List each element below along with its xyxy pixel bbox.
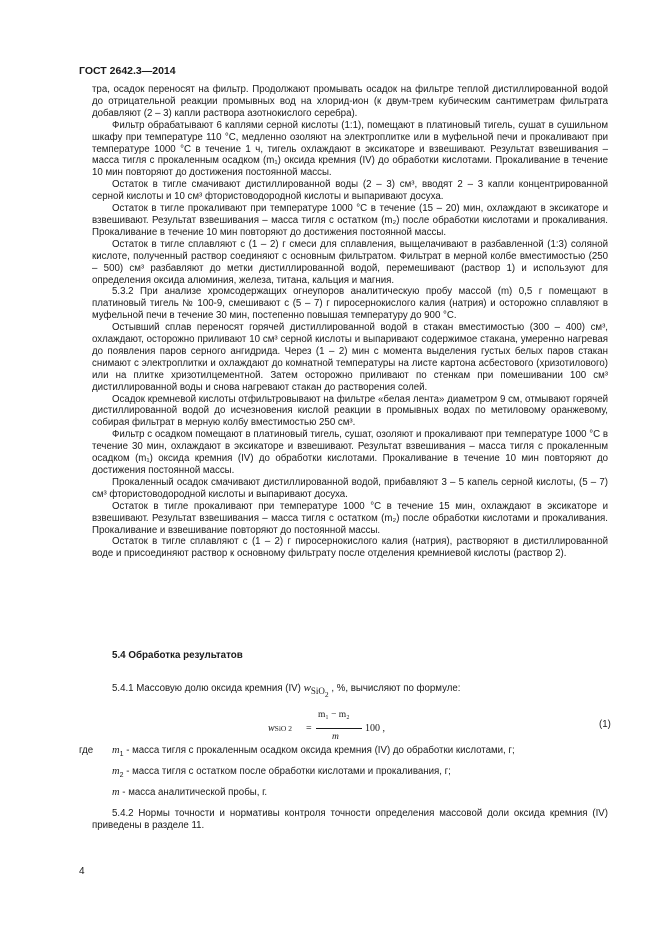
def-text: - масса тигля с остатком после обработки кислотами и прокаливания, г; <box>123 766 451 777</box>
body-paragraph: тра, осадок переносят на фильтр. Продолжают промывать осадок на фильтре теплой дистиллированной водой до отрицательной реакции промывных вод на хлорид-ион (к двум-трем кубическим сантиметрам фильтрата добавляют (2 – 3) капли раствора азотнокислого серебра). <box>92 84 608 119</box>
body-paragraph: Фильтр с осадком помещают в платиновый тигель, сушат, озоляют и прокаливают при температуре 1000 °C в течение 30 мин, охлаждают в эксикаторе и взвешивают. Результат взвешивания – масса тигля с прокаленным осадком (m₁) оксида кремния (IV) до обработки кислотами. Прокаливание в течение 10 мин повторяют до достижения постоянной массы. <box>92 429 608 476</box>
where-label: где <box>79 745 94 756</box>
formula-lhs-subscript: SiO 2 <box>274 724 292 733</box>
paragraph-5-4-1-tail: , %, вычисляют по формуле: <box>328 683 461 694</box>
body-paragraph: Остаток в тигле сплавляют с (1 – 2) г смеси для сплавления, выщелачивают в разбавленной (1:3) соляной кислоте, полученный раствор соединяют с основным фильтратом. Фильтрат в мерной колбе вместимостью (250 – 500) см³ разбавляют до метки дистиллированной водой, перемешивают (раствор 1) и используют для определения оксида алюминия, железа, титана, кальция и магния. <box>92 238 608 286</box>
body-paragraph: Остаток в тигле смачивают дистиллированной воды (2 – 3) см³, вводят 2 – 3 капли концентрированной серной кислоты и 10 см³ фтористоводородной кислоты и выпаривают досуха. <box>92 179 608 203</box>
formula-equals: = <box>306 723 312 734</box>
body-text <box>92 84 608 560</box>
body-paragraph: Фильтр обрабатывают 6 каплями серной кислоты (1:1), помещают в платиновый тигель, сушат в сушильном шкафу при температуре 110 °C, медленно озоляют на электроплитке или в муфельной печи и прокаливают при температуре 1000 °C в течение 1 ч, тигель охлаждают в эксикаторе и взвешивают. Результат взвешивания – масса тигля с прокаленным осадком (m₁) оксида кремния (IV) до обработки кислотами. Прокаливание в течение 10 мин повторяют до достижения постоянной массы. <box>92 119 608 179</box>
mass-fraction-subscript <box>310 685 329 699</box>
def-symbol: m <box>112 745 120 756</box>
body-paragraph: Остаток в тигле сплавляют с (1 – 2) г пиросернокислого калия (натрия), растворяют в дистиллированной воде и присоединяют раствор к основному фильтрату после отделения кремниевой кислоты (раствор 2). <box>92 536 608 560</box>
section-title: 5.4 Обработка результатов <box>112 650 243 661</box>
formula-denominator: m <box>332 732 339 742</box>
formula-lhs-symbol: w <box>268 723 275 734</box>
formula-lhs <box>268 723 292 734</box>
paragraph-5-4-1 <box>112 682 460 699</box>
equation-number: (1) <box>599 719 611 730</box>
mass-fraction-symbol: w <box>303 682 311 694</box>
formula-numerator: m₁ − m₂ <box>318 710 350 720</box>
definition-m2 <box>112 766 451 779</box>
body-paragraph: Осадок кремневой кислоты отфильтровывают на фильтре «белая лента» диаметром 9 см, отмывают горячей дистиллированной водой до исчезновения кислой реакции в промывных водах по метиловому оранжевому, собирая фильтрат в мерную колбу вместимостью 250 см³. <box>92 393 608 429</box>
body-paragraph: Остаток в тигле прокаливают при температуре 1000 °C в течение 15 мин, охлаждают в эксикаторе и взвешивают. Результат взвешивания – масса тигля с остатком (m₂) после обработки кислотами и прокаливания. Прокаливание и взвешивание повторяют до постоянной массы. <box>92 500 608 536</box>
page-number: 4 <box>79 866 85 877</box>
body-paragraph: Остаток в тигле прокаливают при температуре 1000 °C в течение (15 – 20) мин, охлаждают в эксикаторе и взвешивают. Результат взвешивания – масса тигля с остатком (m₂) после обработки кислотами и прокаливания. Прокаливание в течение 10 мин повторяют до достижения постоянной массы. <box>92 203 608 238</box>
fraction-bar <box>316 728 362 729</box>
document-header: ГОСТ 2642.3—2014 <box>79 65 176 77</box>
subscript-sio: SiO <box>310 685 325 696</box>
definition-m1 <box>112 745 515 758</box>
def-subscript: 2 <box>119 771 124 779</box>
def-symbol: m <box>112 787 120 798</box>
subscript-index: 2 <box>324 689 329 699</box>
body-paragraph: Прокаленный осадок смачивают дистиллированной водой, прибавляют 3 – 5 капель серной кислоты, (5 – 7) см³ фтористоводородной кислоты и выпаривают досуха. <box>92 476 608 500</box>
body-paragraph: Остывший сплав переносят горячей дистиллированной водой в стакан вместимостью (300 – 400) см³, охлаждают, осторожно приливают 10 см³ серной кислоты и выпаривают содержимое стакана, умеренно нагревая до появления паров серного ангидрида. Через (1 – 2) мин с момента выделения густых белых паров стакан снимают с электроплитки и охлаждают до комнатной температуры на листе картона асбестового (хризотилового) или на плитке хризотилцементной. Затем осторожно приливают по стенкам при помешивании 100 см³ дистиллированной воды и снова нагревают стакан до растворения солей. <box>92 322 608 393</box>
def-text: - масса аналитической пробы, г. <box>119 787 268 798</box>
def-subscript: 1 <box>119 750 124 758</box>
def-text: - масса тигля с прокаленным осадком оксида кремния (IV) до обработки кислотами, г; <box>123 745 515 756</box>
body-paragraph: 5.3.2 При анализе хромсодержащих огнеупоров аналитическую пробу массой (m) 0,5 г помещают в платиновый тигель № 100-9, смешивают с (5 – 7) г пиросернокислого калия (натрия) и осторожно сплавляют в муфельной печи в течение 30 мин, постепенно повышая температуру до 900 °C. <box>92 286 608 322</box>
formula-multiplier: 100 , <box>365 723 385 734</box>
definition-m <box>112 787 267 800</box>
paragraph-5-4-2: 5.4.2 Нормы точности и нормативы контроля точности определения массовой доли оксида кремния (IV) приведены в разделе 11. <box>92 808 608 831</box>
def-symbol: m <box>112 766 120 777</box>
paragraph-5-4-1-lead: 5.4.1 Массовую долю оксида кремния (IV) <box>112 683 304 694</box>
